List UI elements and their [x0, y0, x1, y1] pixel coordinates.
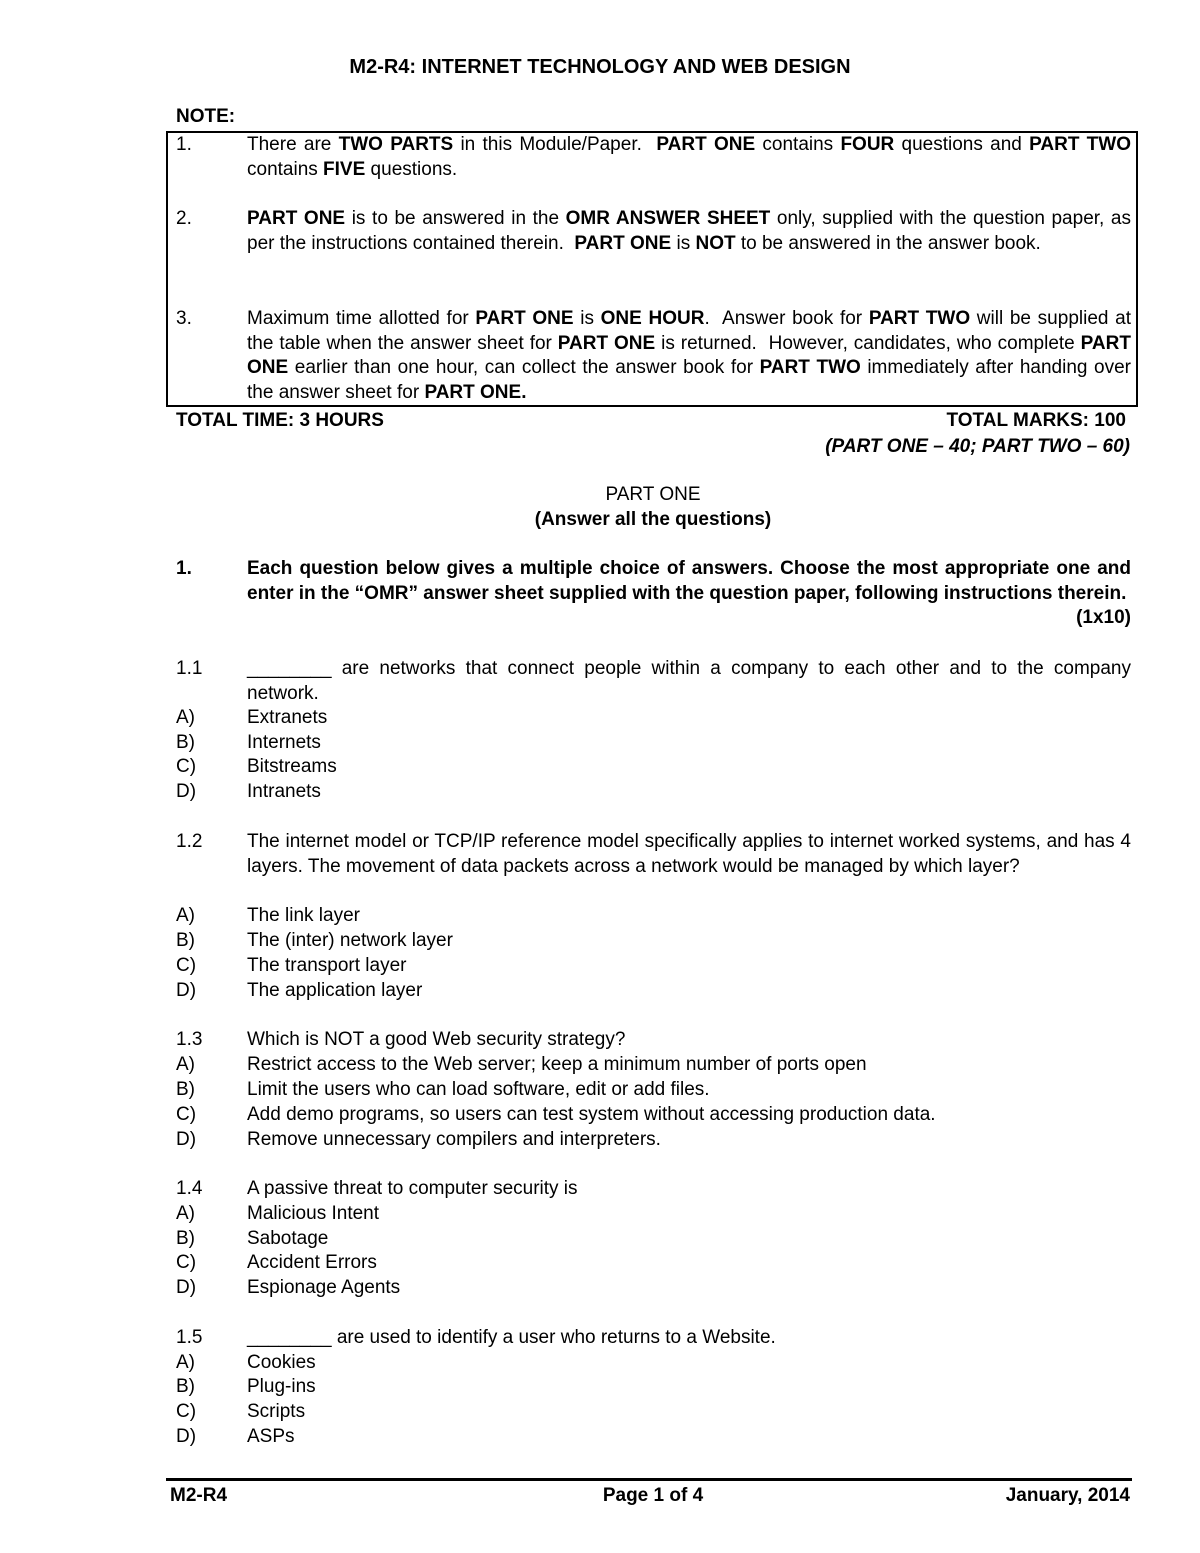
- part-one-subheading: (Answer all the questions): [534, 509, 772, 530]
- paper-title: M2-R4: INTERNET TECHNOLOGY AND WEB DESIGN: [349, 56, 851, 78]
- part-one-heading: PART ONE: [605, 484, 701, 505]
- question-number: 1.2: [176, 831, 203, 852]
- question-number: 1.4: [176, 1178, 203, 1199]
- note-item-number: 3.: [176, 308, 192, 329]
- question-number: 1.5: [176, 1327, 203, 1348]
- question-marks: (1x10): [1076, 607, 1131, 628]
- question-1-instructions: [176, 557, 1131, 631]
- footer-rule: [166, 1478, 1132, 1481]
- note-item-number: 2.: [176, 208, 192, 229]
- footer-page-number: Page 1 of 4: [602, 1485, 704, 1506]
- exam-page: M2-R4: INTERNET TECHNOLOGY AND WEB DESIGN NOTE: 1. There are TWO PARTS in this Module/Paper. PART ONE contains FOUR questions and PART TWO contains FIVE questions. 2. PART ONE is to be answered in the OMR ANSWER SHEET only, supplied with the question paper, as per the instructions contained therein. PART ONE is NOT to be answered in the answer book. 3. Maximum time allotted for PART ONE is ONE HOUR. Answer book for PART TWO will be supplied at the table when the answer sheet for PART ONE is returned. However, candidates, who complete PART ONE earlier than one hour, can collect the answer book for PART TWO immediately after handing over the answer sheet for PART ONE. TOTAL TIME: 3 HOURS TOTAL MARKS: 100 (PART ONE – 40; PART TWO – 60) PART ONE (Answer all the questions) 1. Each question below gives a multiple choice of answers. Choose the most appropriate one and enter in the “OMR” answer sheet supplied with the question paper, following instructions therein. (1x10) 1.1 ________ are networks that connect people within a company to each other and to the company network. A) Extranets B) Internets C) Bitstreams D) Intranets 1.2 The internet model or TCP/IP reference model specifically applies to internet worked systems, and has 4 layers. The movement of data packets across a network would be managed by which layer? A) The link layer B) The (inter) network layer C) The transport layer D) The application layer 1.3 Which is NOT a good Web security strategy? A) Restrict access to the Web server; keep a minimum number of ports open B) Limit the users who can load software, edit or add files. C) Add demo programs, so users can test system without accessing production data. D) Remove unnecessary compilers and interpreters. 1.4 A passive threat to computer security is A) Malicious Intent B) Sabotage C) Accident Errors D) Espionage Agents 1.5 ________ are used to identify a user who returns to a Website. A) Cookies B) Plug-ins C) Scripts D) ASPs M2-R4 Page 1 of 4 January, 2014: [0, 0, 1200, 1553]
- question-1-5: [176, 1326, 1131, 1351]
- question-text: A passive threat to computer security is: [247, 1178, 578, 1199]
- note-item-3: [176, 307, 1131, 405]
- question-1-1: [176, 657, 1131, 706]
- note-item-1: [176, 133, 1131, 182]
- question-1-2: [176, 830, 1131, 879]
- question-number: 1.1: [176, 658, 203, 679]
- question-number: 1.3: [176, 1029, 203, 1050]
- total-marks: TOTAL MARKS: 100: [946, 410, 1126, 431]
- question-text: Which is NOT a good Web security strategy?: [247, 1029, 626, 1050]
- note-item-number: 1.: [176, 134, 192, 155]
- question-1-4: [176, 1177, 1131, 1202]
- marks-breakdown: (PART ONE – 40; PART TWO – 60): [825, 436, 1130, 457]
- question-1-3: [176, 1028, 1131, 1053]
- total-time: TOTAL TIME: 3 HOURS: [176, 410, 384, 431]
- note-label: NOTE:: [176, 106, 236, 127]
- question-text: ________ are networks that connect people within a company to each other and to the company network.: [247, 658, 1131, 704]
- note-item-2: [176, 207, 1131, 256]
- question-number: 1.: [176, 558, 192, 579]
- note-item-text: There are TWO PARTS in this Module/Paper. PART ONE contains FOUR questions and PART TWO contains FIVE questions.: [247, 134, 1132, 180]
- question-text: The internet model or TCP/IP reference model specifically applies to internet worked systems, and has 4 layers. The movement of data packets across a network would be managed by which layer?: [247, 831, 1131, 877]
- question-text: ________ are used to identify a user who returns to a Website.: [247, 1327, 776, 1348]
- question-text: Each question below gives a multiple choice of answers. Choose the most appropriate one and enter in the “OMR” answer sheet supplied with the question paper, following instructions therein. (1x10): [247, 557, 1131, 606]
- note-item-text: Maximum time allotted for PART ONE is ONE HOUR. Answer book for PART TWO will be supplied at the table when the answer sheet for PART ONE is returned. However, candidates, who complete PART ONE earlier than one hour, can collect the answer book for PART TWO immediately after handing over the answer sheet for PART ONE.: [247, 308, 1131, 403]
- footer-module-code: M2-R4: [170, 1485, 228, 1506]
- note-item-text: PART ONE is to be answered in the OMR ANSWER SHEET only, supplied with the question paper, as per the instructions contained therein. PART ONE is NOT to be answered in the answer book.: [247, 208, 1131, 254]
- footer-date: January, 2014: [1005, 1485, 1130, 1506]
